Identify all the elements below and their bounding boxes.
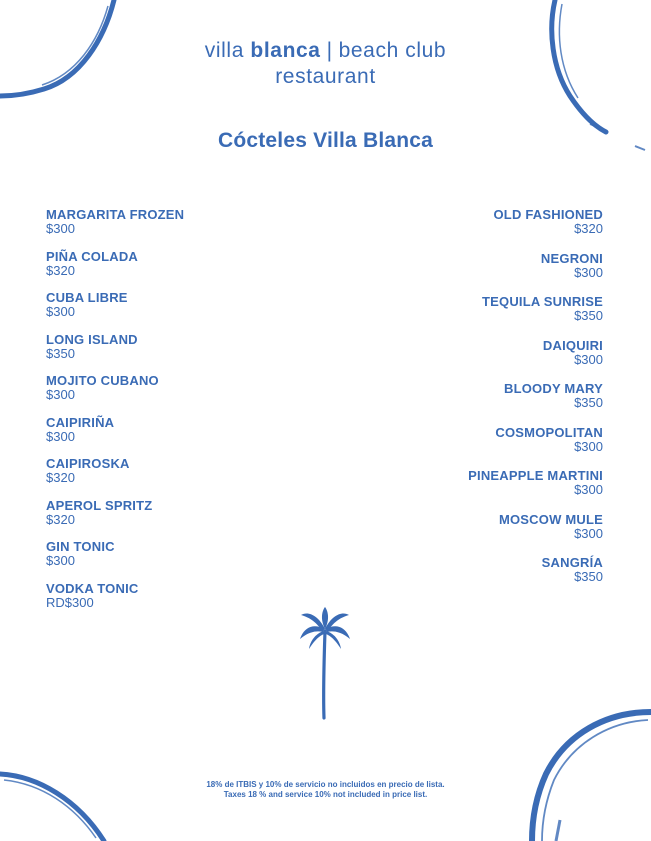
menu-item — [468, 208, 603, 252]
menu-item — [468, 426, 603, 470]
menu-item — [46, 416, 184, 458]
menu-item-name: OLD FASHIONED — [493, 207, 603, 222]
menu-item-price: $300 — [574, 264, 603, 280]
menu-item — [46, 499, 184, 541]
menu-item-name: NEGRONI — [540, 250, 603, 266]
menu-item — [468, 469, 603, 513]
menu-item-price: $350 — [574, 395, 603, 410]
menu-item-price: $350 — [574, 569, 603, 584]
menu-item-name: COSMOPOLITAN — [495, 424, 603, 440]
menu-item — [468, 252, 603, 296]
menu-item-price: RD$300 — [46, 594, 94, 610]
brand-bold: blanca — [250, 39, 321, 62]
menu-item — [46, 208, 184, 250]
menu-item-name: MARGARITA FROZEN — [46, 207, 185, 222]
menu-item-price: $320 — [574, 221, 603, 236]
menu-item-name: CAIPIROSKA — [46, 456, 130, 471]
menu-item — [468, 513, 603, 557]
brand-separator: | — [326, 39, 333, 62]
menu-item — [46, 582, 184, 624]
brand-header — [0, 38, 651, 90]
menu-item-name: VODKA TONIC — [46, 580, 139, 596]
menu-item-name: MOJITO CUBANO — [46, 373, 159, 388]
brand-suffix: beach club — [338, 39, 447, 62]
menu-item — [468, 339, 603, 383]
menu-item-price: $300 — [46, 387, 75, 402]
menu-item-name: PINEAPPLE MARTINI — [468, 468, 603, 483]
menu-item-price: $350 — [574, 308, 603, 323]
menu-item-name: SANGRÍA — [541, 555, 603, 570]
menu-item-name: CAIPIRIÑA — [46, 414, 115, 430]
menu-item-name: PIÑA COLADA — [46, 248, 138, 264]
menu-item-price: $300 — [574, 525, 603, 541]
menu-item — [46, 250, 184, 292]
menu-item-name: DAIQUIRI — [542, 337, 603, 353]
menu-item-name: BLOODY MARY — [504, 381, 603, 396]
menu-column-right — [468, 208, 603, 600]
menu-item-price: $300 — [46, 221, 75, 236]
brand-name — [0, 38, 651, 64]
menu-item-name: LONG ISLAND — [46, 331, 138, 347]
brush-circle-bottom-left — [0, 760, 120, 841]
menu-item-name: MOSCOW MULE — [498, 511, 603, 527]
menu-item-name: CUBA LIBRE — [46, 290, 128, 305]
tax-notice — [0, 780, 651, 800]
menu-item-price: $300 — [46, 304, 75, 319]
menu-item — [46, 540, 184, 582]
menu-item-name: GIN TONIC — [46, 539, 115, 554]
menu-item-name: TEQUILA SUNRISE — [482, 294, 603, 309]
menu-item — [468, 556, 603, 600]
menu-item — [468, 295, 603, 339]
menu-item — [46, 374, 184, 416]
brush-circle-bottom-right — [520, 700, 651, 841]
tax-notice-en: Taxes 18 % and service 10% not included in price list. — [223, 790, 428, 799]
palm-tree-icon — [298, 605, 352, 721]
menu-item-price: $300 — [46, 553, 75, 568]
menu-column-left — [46, 208, 184, 623]
menu-item-price: $320 — [46, 511, 75, 527]
page-title: Cócteles Villa Blanca — [217, 129, 434, 152]
menu-item-price: $320 — [46, 470, 75, 485]
menu-item — [46, 333, 184, 375]
brand-prefix: villa — [204, 39, 251, 62]
menu-item-price: $300 — [574, 482, 603, 497]
menu-item-price: $320 — [46, 262, 75, 278]
menu-item-price: $300 — [574, 351, 603, 367]
menu-item — [468, 382, 603, 426]
menu-item — [46, 457, 184, 499]
menu-item-price: $300 — [574, 438, 603, 454]
menu-item-name: APEROL SPRITZ — [46, 497, 153, 513]
menu-item-price: $350 — [46, 345, 75, 361]
menu-item-price: $300 — [46, 428, 75, 444]
menu-item — [46, 291, 184, 333]
brand-subtitle: restaurant — [275, 65, 376, 88]
tax-notice-es: 18% de ITBIS y 10% de servicio no incluidos en precio de lista. — [206, 780, 445, 789]
